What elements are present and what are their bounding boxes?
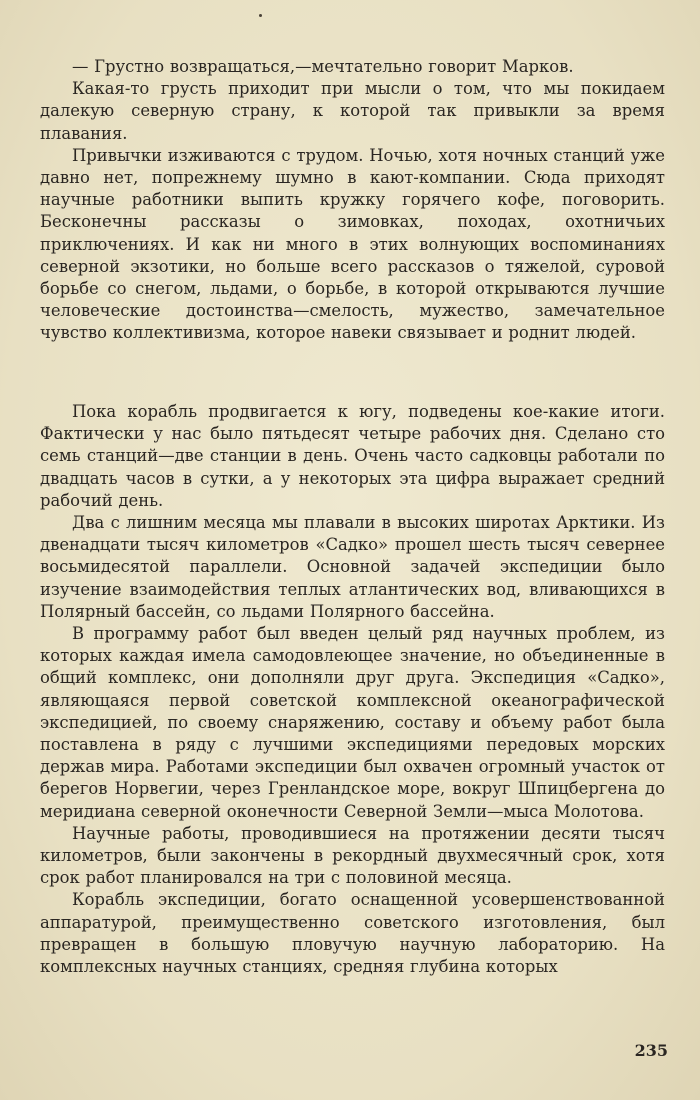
paragraph: Два с лишним месяца мы плавали в высоких широтах Арктики. Из двенадцати тысяч километров «Садко» прошел шесть тысяч севернее восьмидесятой параллели. Основной задачей экспедиции было изучение взаимодействия теплых атлантических вод, вливающихся в Полярный бассейн, со льдами Полярного бассейна. [40,513,665,621]
paragraph: Привычки изживаются с трудом. Ночью, хотя ночных станций уже давно нет, попрежнему шумно в кают-компании. Сюда приходят научные работники выпить кружку горячего кофе, поговорить. Бесконечны рассказы о зимовках, походах, охотничьих приключениях. И как ни много в этих волнующих воспоминаниях северной экзотики, но больше всего рассказов о тяжелой, суровой борьбе со снегом, льдами, о борьбе, в которой открываются лучшие человеческие достоинства—смелость, мужество, замечательное чувство коллективизма, которое навеки связывает и роднит людей. [40,145,665,343]
paragraph: Пока корабль продвигается к югу, подведены кое-какие итоги. Фактически у нас было пятьдесят четыре рабочих дня. Сделано сто семь станций—две станции в день. Очень часто садковцы работали по двадцать часов в сутки, а у некоторых эта цифра выражает средний рабочий день. [40,402,665,510]
paragraph: — Грустно возвращаться,—мечтательно говорит Марков. [72,57,574,76]
ink-speck [259,14,262,17]
text-section-1 [40,56,665,345]
text-section-2 [40,401,665,978]
page-number: 235 [634,1041,668,1060]
paragraph: Научные работы, проводившиеся на протяжении десяти тысяч километров, были закончены в рекордный двухмесячный срок, хотя срок работ планировался на три с половиной месяца. [40,823,665,888]
paragraph: В программу работ был введен целый ряд научных проблем, из которых каждая имела самодовлеющее значение, но объединенные в общий комплекс, они дополняли друг друга. Экспедиция «Садко», являющаяся первой советской комплексной океанографической экспедицией, по своему снаряжению, составу и объему работ была поставлена в ряду с лучшими экспедициями передовых морских держав мира. Работами экспедиции был охвачен огромный участок от берегов Норвегии, через Гренландское море, вокруг Шпицбергена до меридиана северной оконечности Северной Земли—мыса Молотова. [40,624,665,821]
paragraph: Какая-то грусть приходит при мысли о том, что мы покидаем далекую северную страну, к которой так привыкли за время плавания. [40,79,665,143]
paragraph: Корабль экспедиции, богато оснащенной усовершенствованной аппаратурой, преимущественно советского изготовления, был превращен в большую пловучую научную лабораторию. На комплексных научных станциях, средняя глубина которых [40,890,665,977]
